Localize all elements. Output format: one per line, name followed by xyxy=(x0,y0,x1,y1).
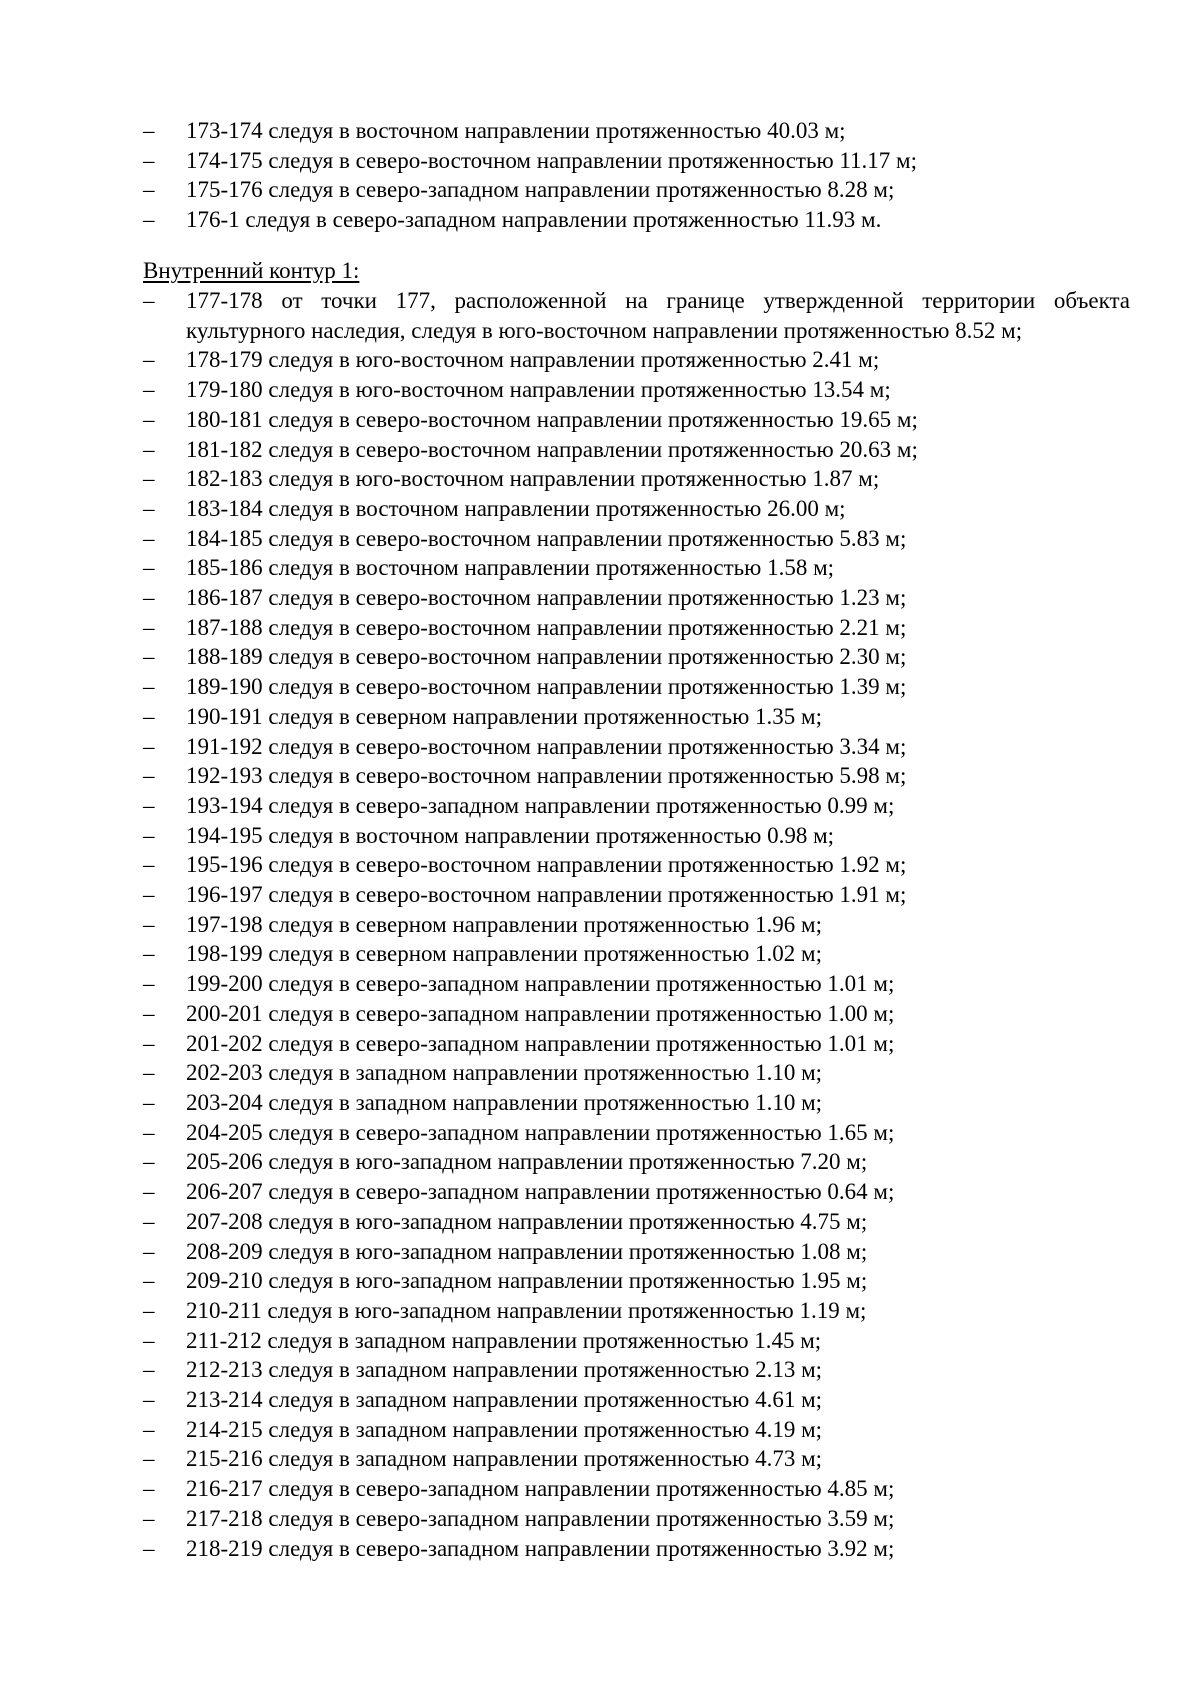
list-item xyxy=(0,286,1200,345)
list-item xyxy=(0,1088,1200,1118)
bullet-dash: – xyxy=(143,674,155,700)
list-item xyxy=(0,1355,1200,1385)
list-item-text: 194-195 следуя в восточном направлении протяженностью 0.98 м; xyxy=(186,822,835,848)
list-item xyxy=(0,1237,1200,1267)
list-item-text: 182-183 следуя в юго-восточном направлении протяженностью 1.87 м; xyxy=(186,466,880,492)
bullet-dash: – xyxy=(143,377,155,403)
list-item-text: 215-216 следуя в западном направлении протяженностью 4.73 м; xyxy=(186,1446,823,1472)
list-item-text: 175-176 следуя в северо-западном направлении протяженностью 8.28 м; xyxy=(186,177,895,203)
list-item xyxy=(0,821,1200,851)
list-item-text: 181-182 следуя в северо-восточном направлении протяженностью 20.63 м; xyxy=(186,436,918,462)
list-item-text: 200-201 следуя в северо-западном направлении протяженностью 1.00 м; xyxy=(186,1000,895,1026)
section-heading-inner-contour-1: Внутренний контур 1: xyxy=(143,258,360,283)
list-item-text: 202-203 следуя в западном направлении протяженностью 1.10 м; xyxy=(186,1060,823,1086)
list-item xyxy=(0,939,1200,969)
bullet-dash: – xyxy=(143,436,155,462)
list-item-text: 204-205 следуя в северо-западном направлении протяженностью 1.65 м; xyxy=(186,1119,895,1145)
bullet-dash: – xyxy=(143,1535,155,1561)
list-item-text: 197-198 следуя в северном направлении протяженностью 1.96 м; xyxy=(186,911,822,937)
bullet-dash: – xyxy=(143,1208,155,1234)
bullet-dash: – xyxy=(143,1387,155,1413)
list-item-text: 201-202 следуя в северо-западном направлении протяженностью 1.01 м; xyxy=(186,1030,895,1056)
list-item xyxy=(0,999,1200,1029)
list-item-text: 178-179 следуя в юго-восточном направлении протяженностью 2.41 м; xyxy=(186,347,880,373)
bullet-dash: – xyxy=(143,1149,155,1175)
bullet-dash: – xyxy=(143,177,155,203)
list-item xyxy=(0,464,1200,494)
bullet-dash: – xyxy=(143,644,155,670)
list-item xyxy=(0,345,1200,375)
list-item-text: 179-180 следуя в юго-восточном направлении протяженностью 13.54 м; xyxy=(186,377,891,403)
list-item xyxy=(0,1504,1200,1534)
list-item xyxy=(0,791,1200,821)
list-item xyxy=(0,1296,1200,1326)
bullet-dash: – xyxy=(143,1476,155,1502)
list-item-text: 191-192 следуя в северо-восточном направлении протяженностью 3.34 м; xyxy=(186,733,907,759)
list-item-text: 205-206 следуя в юго-западном направлении протяженностью 7.20 м; xyxy=(186,1149,868,1175)
list-item xyxy=(0,524,1200,554)
bullet-dash: – xyxy=(143,406,155,432)
bullet-dash: – xyxy=(143,495,155,521)
list-item xyxy=(0,761,1200,791)
bullet-dash: – xyxy=(143,585,155,611)
bullet-dash: – xyxy=(143,733,155,759)
list-item-text: 212-213 следуя в западном направлении протяженностью 2.13 м; xyxy=(186,1357,823,1383)
list-item-text: 206-207 следуя в северо-западном направлении протяженностью 0.64 м; xyxy=(186,1179,895,1205)
bullet-dash: – xyxy=(143,882,155,908)
list-item-text: 214-215 следуя в западном направлении протяженностью 4.19 м; xyxy=(186,1416,823,1442)
list-item-text: 208-209 следуя в юго-западном направлении протяженностью 1.08 м; xyxy=(186,1238,868,1264)
list-item xyxy=(0,1058,1200,1088)
list-item-text: 185-186 следуя в восточном направлении протяженностью 1.58 м; xyxy=(186,555,835,581)
bullet-dash: – xyxy=(143,1268,155,1294)
list-item xyxy=(0,1415,1200,1445)
list-item xyxy=(0,146,1200,176)
bullet-dash: – xyxy=(143,1238,155,1264)
bullet-dash: – xyxy=(143,763,155,789)
list-item xyxy=(0,1326,1200,1356)
list-item-text: 195-196 следуя в северо-восточном направлении протяженностью 1.92 м; xyxy=(186,852,907,878)
bullet-dash: – xyxy=(143,1327,155,1353)
list-item xyxy=(0,1474,1200,1504)
bullet-dash: – xyxy=(143,147,155,173)
bullet-dash: – xyxy=(143,614,155,640)
list-item xyxy=(0,205,1200,235)
bullet-dash: – xyxy=(143,1505,155,1531)
list-item-text: 199-200 следуя в северо-западном направлении протяженностью 1.01 м; xyxy=(186,971,895,997)
list-item xyxy=(0,405,1200,435)
list-item-text: 187-188 следуя в северо-восточном направлении протяженностью 2.21 м; xyxy=(186,614,907,640)
boundary-list-inner-contour-1 xyxy=(0,286,1200,1563)
list-item xyxy=(0,702,1200,732)
bullet-dash: – xyxy=(143,1179,155,1205)
list-item-text: 186-187 следуя в северо-восточном направлении протяженностью 1.23 м; xyxy=(186,585,907,611)
list-item xyxy=(0,435,1200,465)
bullet-dash: – xyxy=(143,911,155,937)
list-item xyxy=(0,1118,1200,1148)
list-item-text: 211-212 следуя в западном направлении протяженностью 1.45 м; xyxy=(186,1327,822,1353)
bullet-dash: – xyxy=(143,852,155,878)
bullet-dash: – xyxy=(143,466,155,492)
list-item xyxy=(0,1444,1200,1474)
list-item xyxy=(0,642,1200,672)
list-item-text: 174-175 следуя в северо-восточном направлении протяженностью 11.17 м; xyxy=(186,147,917,173)
list-item-text: 207-208 следуя в юго-западном направлении протяженностью 4.75 м; xyxy=(186,1208,868,1234)
list-item xyxy=(0,116,1200,146)
boundary-list-outer xyxy=(0,116,1200,235)
list-item xyxy=(0,910,1200,940)
bullet-dash: – xyxy=(143,1060,155,1086)
bullet-dash: – xyxy=(143,941,155,967)
list-item-text: 184-185 следуя в северо-восточном направлении протяженностью 5.83 м; xyxy=(186,525,907,551)
bullet-dash: – xyxy=(143,1030,155,1056)
list-item xyxy=(0,494,1200,524)
list-item xyxy=(0,1177,1200,1207)
bullet-dash: – xyxy=(143,118,155,143)
list-item xyxy=(0,969,1200,999)
list-item-text: 192-193 следуя в северо-восточном направлении протяженностью 5.98 м; xyxy=(186,763,907,789)
list-item-text: 217-218 следуя в северо-западном направлении протяженностью 3.59 м; xyxy=(186,1505,895,1531)
bullet-dash: – xyxy=(143,703,155,729)
bullet-dash: – xyxy=(143,1119,155,1145)
bullet-dash: – xyxy=(143,1357,155,1383)
list-item xyxy=(0,613,1200,643)
list-item-text: 198-199 следуя в северном направлении протяженностью 1.02 м; xyxy=(186,941,822,967)
list-item-text: 213-214 следуя в западном направлении протяженностью 4.61 м; xyxy=(186,1387,823,1413)
bullet-dash: – xyxy=(143,1416,155,1442)
bullet-dash: – xyxy=(143,288,155,313)
list-item-text: 203-204 следуя в западном направлении протяженностью 1.10 м; xyxy=(186,1089,823,1115)
bullet-dash: – xyxy=(143,347,155,373)
list-item xyxy=(0,553,1200,583)
list-item-text: 209-210 следуя в юго-западном направлении протяженностью 1.95 м; xyxy=(186,1268,868,1294)
list-item-text: 193-194 следуя в северо-западном направлении протяженностью 0.99 м; xyxy=(186,792,895,818)
list-item-text: 183-184 следуя в восточном направлении протяженностью 26.00 м; xyxy=(186,495,846,521)
list-item xyxy=(0,1147,1200,1177)
list-item xyxy=(0,1029,1200,1059)
bullet-dash: – xyxy=(143,971,155,997)
list-item xyxy=(0,732,1200,762)
list-item xyxy=(0,175,1200,205)
list-item xyxy=(0,672,1200,702)
list-item xyxy=(0,1207,1200,1237)
bullet-dash: – xyxy=(143,822,155,848)
list-item-text: 177-178 от точки 177, расположенной на границе утвержденной территории объекта культурного наследия, следуя в юго-восточном направлении протяженностью 8.52 м; xyxy=(186,288,1130,343)
list-item-text: 173-174 следуя в восточном направлении протяженностью 40.03 м; xyxy=(186,118,846,143)
list-item xyxy=(0,850,1200,880)
list-item xyxy=(0,880,1200,910)
bullet-dash: – xyxy=(143,207,155,233)
list-item-text: 176-1 следуя в северо-западном направлении протяженностью 11.93 м. xyxy=(186,207,882,233)
list-item-text: 189-190 следуя в северо-восточном направлении протяженностью 1.39 м; xyxy=(186,674,907,700)
bullet-dash: – xyxy=(143,1089,155,1115)
bullet-dash: – xyxy=(143,1446,155,1472)
list-item xyxy=(0,1534,1200,1564)
list-item xyxy=(0,1385,1200,1415)
list-item-text: 180-181 следуя в северо-восточном направлении протяженностью 19.65 м; xyxy=(186,406,918,432)
list-item-text: 196-197 следуя в северо-восточном направлении протяженностью 1.91 м; xyxy=(186,882,907,908)
bullet-dash: – xyxy=(143,1000,155,1026)
list-item-text: 210-211 следуя в юго-западном направлении протяженностью 1.19 м; xyxy=(186,1297,867,1323)
list-item xyxy=(0,583,1200,613)
list-item xyxy=(0,1266,1200,1296)
bullet-dash: – xyxy=(143,1297,155,1323)
bullet-dash: – xyxy=(143,792,155,818)
list-item-text: 218-219 следуя в северо-западном направлении протяженностью 3.92 м; xyxy=(186,1535,895,1561)
list-item xyxy=(0,375,1200,405)
bullet-dash: – xyxy=(143,525,155,551)
list-item-text: 190-191 следуя в северном направлении протяженностью 1.35 м; xyxy=(186,703,822,729)
list-item-text: 216-217 следуя в северо-западном направлении протяженностью 4.85 м; xyxy=(186,1476,895,1502)
bullet-dash: – xyxy=(143,555,155,581)
list-item-text: 188-189 следуя в северо-восточном направлении протяженностью 2.30 м; xyxy=(186,644,907,670)
